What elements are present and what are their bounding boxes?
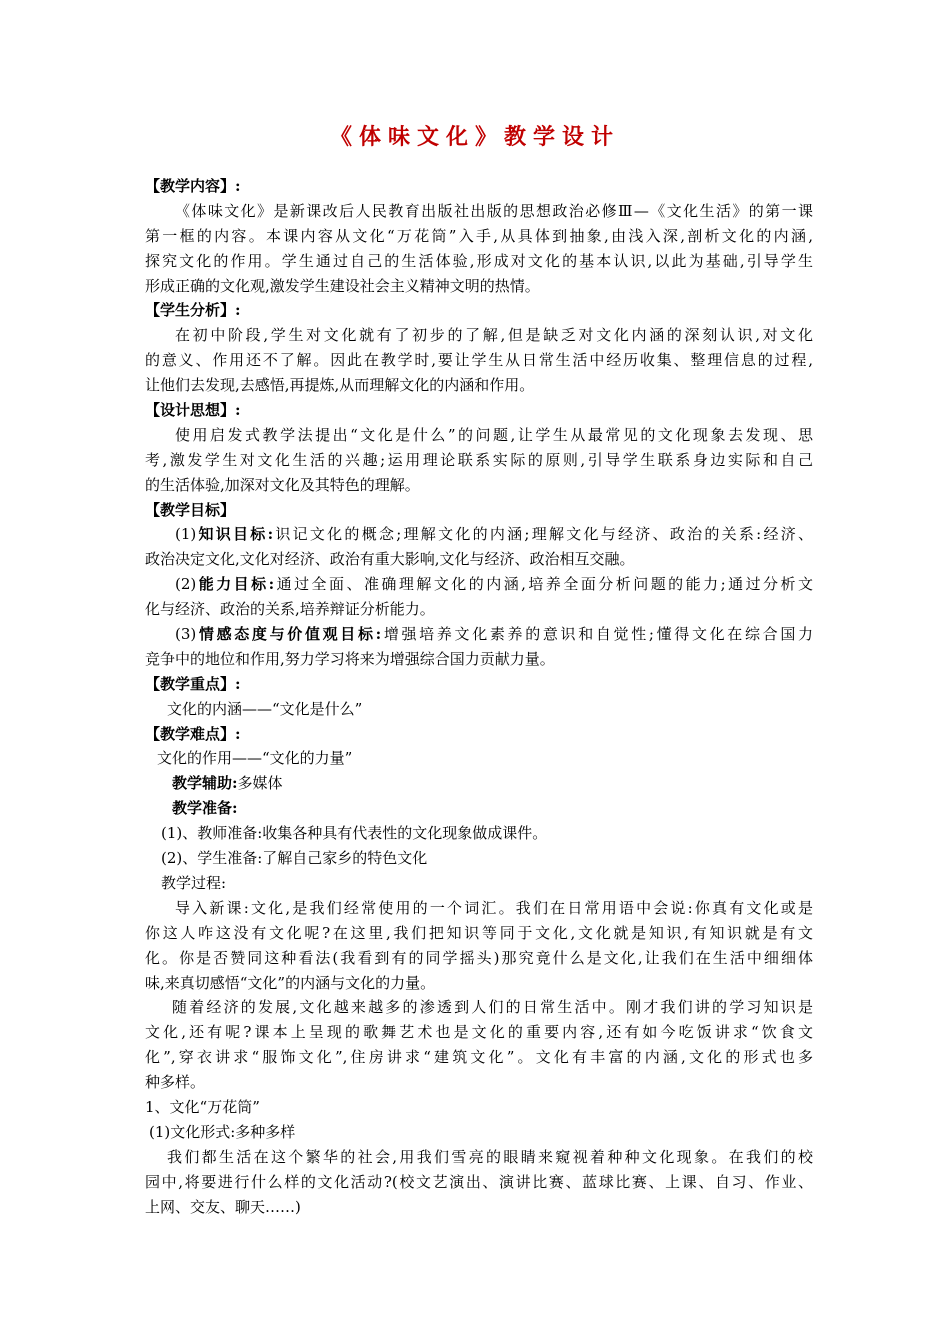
paragraph-line: 园中,将要进行什么样的文化活动?(校文艺演出、演讲比赛、蓝球比赛、上课、自习、作业、 — [145, 1172, 813, 1191]
goal-knowledge — [145, 522, 813, 547]
paragraph-line: 教学过程: — [161, 873, 227, 892]
teaching-aid — [145, 771, 813, 796]
paragraph-line: 种多样。 — [145, 1073, 206, 1092]
goal-ability — [145, 572, 813, 597]
heading-teaching-goals: 【教学目标】 — [145, 500, 236, 519]
paragraph-line: 政治决定文化,文化对经济、政治有重大影响,文化与经济、政治相互交融。 — [145, 550, 635, 569]
paragraph-line: 你这人咋这没有文化呢?在这里,我们把知识等同于文化,文化就是知识,有知识就是有文 — [145, 923, 813, 942]
paragraph-line: 的意义、作用还不了解。因此在教学时,要让学生从日常生活中经历收集、整理信息的过程, — [145, 351, 813, 370]
paragraph-line: 化。你是否赞同这种看法(我看到有的同学摇头)那究竟什么是文化,让我们在生活中细细体 — [145, 948, 813, 967]
paragraph-line: 我们都生活在这个繁华的社会,用我们雪亮的眼睛来窥视着种种文化现象。在我们的校 — [167, 1147, 813, 1166]
paragraph-line: 让他们去发现,去感悟,再提炼,从而理解文化的内涵和作用。 — [145, 376, 535, 395]
paragraph-line: 味,来真切感悟“文化”的内涵与文化的力量。 — [145, 973, 436, 992]
paragraph-line: 使用启发式教学法提出“文化是什么”的问题,让学生从最常见的文化现象去发现、思 — [175, 425, 813, 444]
heading-content: 【教学内容】: — [145, 177, 241, 195]
paragraph-line: 《体味文化》是新课改后人民教育出版社出版的思想政治必修Ⅲ—《文化生活》的第一课 — [175, 201, 813, 220]
paragraph-line: 化与经济、政治的关系,培养辩证分析能力。 — [145, 600, 435, 619]
goal-label: 知识目标: — [196, 525, 274, 544]
document-body — [145, 174, 813, 1219]
paragraph-line: 考,激发学生对文化生活的兴趣;运用理论联系实际的原则,引导学生联系身边实际和自己 — [145, 450, 813, 469]
paragraph-line: 文化的作用——“文化的力量” — [157, 749, 353, 768]
heading-key-point: 【教学重点】: — [145, 674, 241, 693]
subsection-forms: (1)文化形式:多种多样 — [149, 1122, 296, 1141]
heading-student-analysis: 【学生分析】: — [145, 301, 241, 320]
paragraph-line: 探究文化的作用。学生通过自己的生活体验,形成对文化的基本认识,以此为基础,引导学生 — [145, 251, 813, 270]
paragraph-line: 随着经济的发展,文化越来越多的渗透到人们的日常生活中。刚才我们讲的学习知识是 — [172, 998, 813, 1017]
paragraph-line: 上网、交友、聊天……) — [145, 1197, 301, 1216]
goal-text: 识记文化的概念;理解文化的内涵;理解文化与经济、政治的关系:经济、 — [273, 525, 813, 544]
goal-emotion — [145, 622, 813, 647]
goal-number: (2) — [175, 575, 197, 594]
paragraph-line: 第一框的内容。本课内容从文化“万花筒”入手,从具体到抽象,由浅入深,剖析文化的内涵, — [145, 226, 813, 245]
paragraph-line: 导入新课:文化,是我们经常使用的一个词汇。我们在日常用语中会说:你真有文化或是 — [175, 898, 813, 917]
paragraph-line: (1)、教师准备:收集各种具有代表性的文化现象做成课件。 — [161, 824, 548, 843]
goal-number: (3) — [175, 625, 197, 644]
goal-text: 通过全面、准确理解文化的内涵,培养全面分析问题的能力;通过分析文 — [274, 575, 813, 594]
paragraph-line: 竞争中的地位和作用,努力学习将来为增强综合国力贡献力量。 — [145, 649, 555, 668]
document-title: 《体味文化》教学设计 — [329, 125, 620, 150]
paragraph-line: 文化,还有呢?课本上呈现的歌舞艺术也是文化的重要内容,还有如今吃饭讲求“饮食文 — [145, 1023, 813, 1042]
paragraph-line: 的生活体验,加深对文化及其特色的理解。 — [145, 475, 420, 494]
goal-number: (1) — [175, 525, 197, 544]
heading-preparation: 教学准备: — [172, 799, 238, 818]
paragraph-line: 形成正确的文化观,激发学生建设社会主义精神文明的热情。 — [145, 276, 540, 295]
goal-text: 增强培养文化素养的意识和自觉性;懂得文化在综合国力 — [381, 625, 813, 644]
paragraph-line: 在初中阶段,学生对文化就有了初步的了解,但是缺乏对文化内涵的深刻认识,对文化 — [175, 326, 813, 345]
heading-design-idea: 【设计思想】: — [145, 401, 241, 420]
paragraph-line: (2)、学生准备:了解自己家乡的特色文化 — [161, 849, 428, 868]
goal-label: 情感态度与价值观目标: — [196, 625, 382, 644]
goal-label: 能力目标: — [196, 575, 275, 594]
section-kaleidoscope: 1、文化“万花筒” — [145, 1097, 260, 1116]
paragraph-line: 化”,穿衣讲求“服饰文化”,住房讲求“建筑文化”。文化有丰富的内涵,文化的形式也多 — [145, 1048, 813, 1067]
paragraph-line: 文化的内涵——“文化是什么” — [167, 699, 363, 718]
aid-label: 教学辅助: — [172, 774, 238, 793]
heading-difficult-point: 【教学难点】: — [145, 724, 241, 743]
aid-text: 多媒体 — [237, 774, 283, 793]
